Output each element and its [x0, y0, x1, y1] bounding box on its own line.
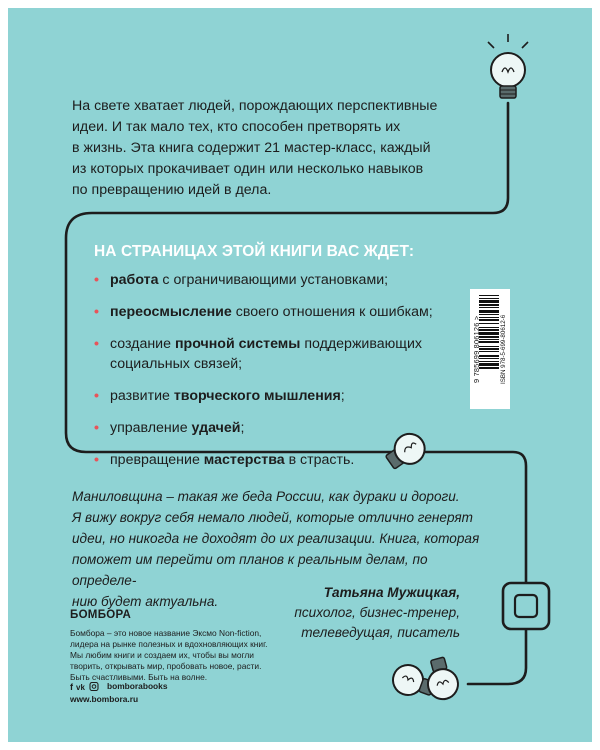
author-role: телеведущая, писатель	[301, 625, 460, 640]
lightbulb-top-icon	[488, 34, 528, 98]
intro-line: идеи. И так мало тех, кто способен претворять их	[72, 119, 401, 135]
quote-line: идеи, но никогда не доходят до их реализации. Книга, которая	[72, 531, 480, 546]
bullet-icon: •	[94, 388, 99, 404]
social-icons	[70, 682, 104, 691]
list-item: • переосмысление своего отношения к ошибкам;	[94, 304, 433, 320]
svg-text:f: f	[70, 681, 73, 691]
intro-line: по превращению идей в дела.	[72, 182, 272, 198]
list-item: • развитие творческого мышления;	[94, 388, 345, 404]
social-links	[70, 681, 168, 691]
intro-line: в жизнь. Эта книга содержит 21 мастер-класс, каждый	[72, 140, 431, 156]
features-list	[94, 270, 449, 482]
social-handle: bomborabooks	[107, 681, 168, 691]
list-item: • работа с ограничивающими установками;	[94, 272, 389, 288]
features-heading: НА СТРАНИЦАХ ЭТОЙ КНИГИ ВАС ЖДЕТ:	[94, 243, 415, 260]
svg-text:vk: vk	[76, 682, 85, 691]
isbn-label: ISBN 978-5-699-80612-6	[500, 314, 507, 384]
quote-line: Маниловщина – такая же беда России, как дураки и дороги.	[72, 489, 460, 504]
bullet-icon: •	[94, 420, 99, 436]
intro-line: из которых прокачивает один или несколько навыков	[72, 161, 424, 177]
bullet-icon: •	[94, 272, 99, 288]
light-switch-icon	[503, 583, 549, 629]
publisher-description: Бомбора – это новое название Эксмо Non-fiction, лидера на рынке полезных и вдохновляющих книг. Мы любим книги и создаем их, чтобы вы могли творить, открывать мир, пробовать новое, расти. Быть счастливыми. Быть на волне.	[70, 628, 268, 682]
bullet-icon: •	[94, 336, 99, 352]
barcode	[470, 289, 510, 409]
barcode-digits: 9 785699 806126 >	[472, 315, 481, 383]
author-role: психолог, бизнес-тренер,	[294, 605, 460, 620]
list-item: • создание прочной системы поддерживающих социальных связей;	[94, 336, 422, 372]
intro-paragraph	[72, 96, 452, 201]
list-item: • превращение мастерства в страсть.	[94, 452, 355, 468]
list-item: • управление удачей;	[94, 420, 245, 436]
vk-icon	[76, 683, 85, 691]
bullet-icon: •	[94, 304, 99, 320]
quote-line: Я вижу вокруг себя немало людей, которые отлично генерят	[72, 510, 473, 525]
quote-line: поможет им перейти от планов к реальным делам, по определе-	[72, 552, 428, 588]
facebook-icon	[70, 682, 74, 691]
quote-line: нию будет актуальна.	[72, 594, 219, 609]
author-name: Татьяна Мужицкая,	[323, 585, 460, 600]
bullet-icon: •	[94, 452, 99, 468]
publisher-website: www.bombora.ru	[70, 694, 139, 704]
publisher-logo: БОМБОРА	[70, 609, 132, 621]
instagram-icon	[90, 682, 98, 690]
intro-line: На свете хватает людей, порождающих перспективные	[72, 98, 438, 114]
wire-line-bottom	[468, 630, 526, 684]
back-cover	[8, 8, 592, 742]
